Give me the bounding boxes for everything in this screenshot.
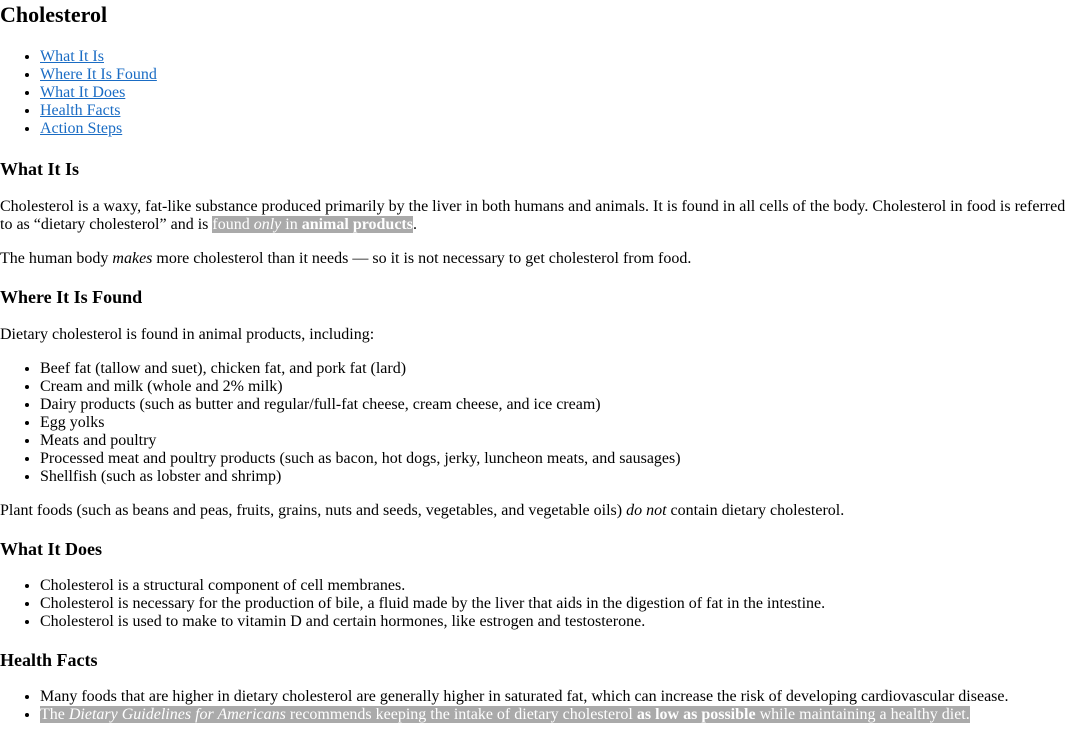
highlighted-text bbox=[212, 216, 413, 233]
paragraph-definition bbox=[0, 198, 1073, 234]
list-item: • Egg yolks bbox=[40, 414, 1073, 432]
emphasis: do not bbox=[626, 502, 667, 519]
table-of-contents bbox=[0, 48, 1073, 138]
paragraph-intro: Dietary cholesterol is found in animal products, including: bbox=[0, 326, 375, 343]
highlight-part: The bbox=[40, 706, 69, 723]
toc-link-health-facts[interactable]: Health Facts bbox=[40, 102, 121, 119]
animal-products-list bbox=[0, 360, 1073, 486]
list-item: • Cholesterol is a structural component of cell membranes. bbox=[40, 577, 1073, 595]
list-item: • Meats and poultry bbox=[40, 432, 1073, 450]
toc-link-where-it-is-found[interactable]: Where It Is Found bbox=[40, 66, 157, 83]
list-item: • Cholesterol is used to make to vitamin D and certain hormones, like estrogen and testosterone. bbox=[40, 613, 1073, 631]
toc-item bbox=[40, 102, 1073, 120]
list-item: • Processed meat and poultry products (such as bacon, hot dogs, jerky, luncheon meats, and sausages) bbox=[40, 450, 1073, 468]
highlight-strong: animal products bbox=[301, 216, 413, 233]
list-item: • Many foods that are higher in dietary cholesterol are generally higher in saturated fat, which can increase the risk of developing cardiovascular disease. bbox=[40, 688, 1073, 706]
document-page bbox=[0, 2, 1073, 724]
health-facts-list bbox=[0, 688, 1073, 724]
toc-link-action-steps[interactable]: Action Steps bbox=[40, 120, 123, 137]
text-part: Plant foods (such as beans and peas, fruits, grains, nuts and seeds, vegetables, and vegetable oils) bbox=[0, 502, 627, 519]
list-item: • Cream and milk (whole and 2% milk) bbox=[40, 378, 1073, 396]
list-item: • Cholesterol is necessary for the production of bile, a fluid made by the liver that aids in the digestion of fat in the intestine. bbox=[40, 595, 1073, 613]
section-heading-health-facts: Health Facts bbox=[0, 650, 98, 670]
highlighted-text bbox=[40, 706, 970, 723]
text-part: contain dietary cholesterol. bbox=[666, 502, 845, 519]
toc-link-what-it-does[interactable]: What It Does bbox=[40, 84, 126, 101]
paragraph-body-makes bbox=[0, 250, 1073, 268]
paragraph-plant-foods bbox=[0, 502, 1073, 520]
list-item: • Dairy products (such as butter and regular/full-fat cheese, cream cheese, and ice cream) bbox=[40, 396, 1073, 414]
section-heading-where-found: Where It Is Found bbox=[0, 287, 143, 307]
emphasis: makes bbox=[112, 250, 153, 267]
text-part: The human body bbox=[0, 250, 113, 267]
toc-item bbox=[40, 48, 1073, 66]
highlight-part: found bbox=[212, 216, 254, 233]
page-title: Cholesterol bbox=[0, 2, 108, 27]
functions-list bbox=[0, 577, 1073, 631]
section-heading-what-it-does: What It Does bbox=[0, 539, 102, 559]
list-item: • Shellfish (such as lobster and shrimp) bbox=[40, 468, 1073, 486]
highlight-part: while maintaining a healthy diet. bbox=[755, 706, 970, 723]
toc-item bbox=[40, 66, 1073, 84]
highlight-emphasis: only bbox=[253, 216, 282, 233]
toc-link-what-it-is[interactable]: What It Is bbox=[40, 48, 104, 65]
sentence-end: . bbox=[412, 216, 417, 233]
section-heading-what-it-is: What It Is bbox=[0, 159, 80, 179]
definition-text: Cholesterol is a waxy, fat-like substance produced primarily by the liver in both humans and animals. It is found in all cells of the body. Cholesterol in food is referred to as “dietary cholesterol” and is bbox=[0, 198, 1066, 233]
highlight-strong: as low as possible bbox=[636, 706, 756, 723]
highlight-emphasis: Dietary Guidelines for Americans bbox=[68, 706, 286, 723]
list-item bbox=[40, 706, 1073, 724]
toc-item bbox=[40, 84, 1073, 102]
list-item: • Beef fat (tallow and suet), chicken fat, and pork fat (lard) bbox=[40, 360, 1073, 378]
text-part: more cholesterol than it needs — so it is not necessary to get cholesterol from food. bbox=[152, 250, 692, 267]
highlight-part: recommends keeping the intake of dietary cholesterol bbox=[285, 706, 637, 723]
highlight-part: in bbox=[281, 216, 302, 233]
toc-item bbox=[40, 120, 1073, 138]
